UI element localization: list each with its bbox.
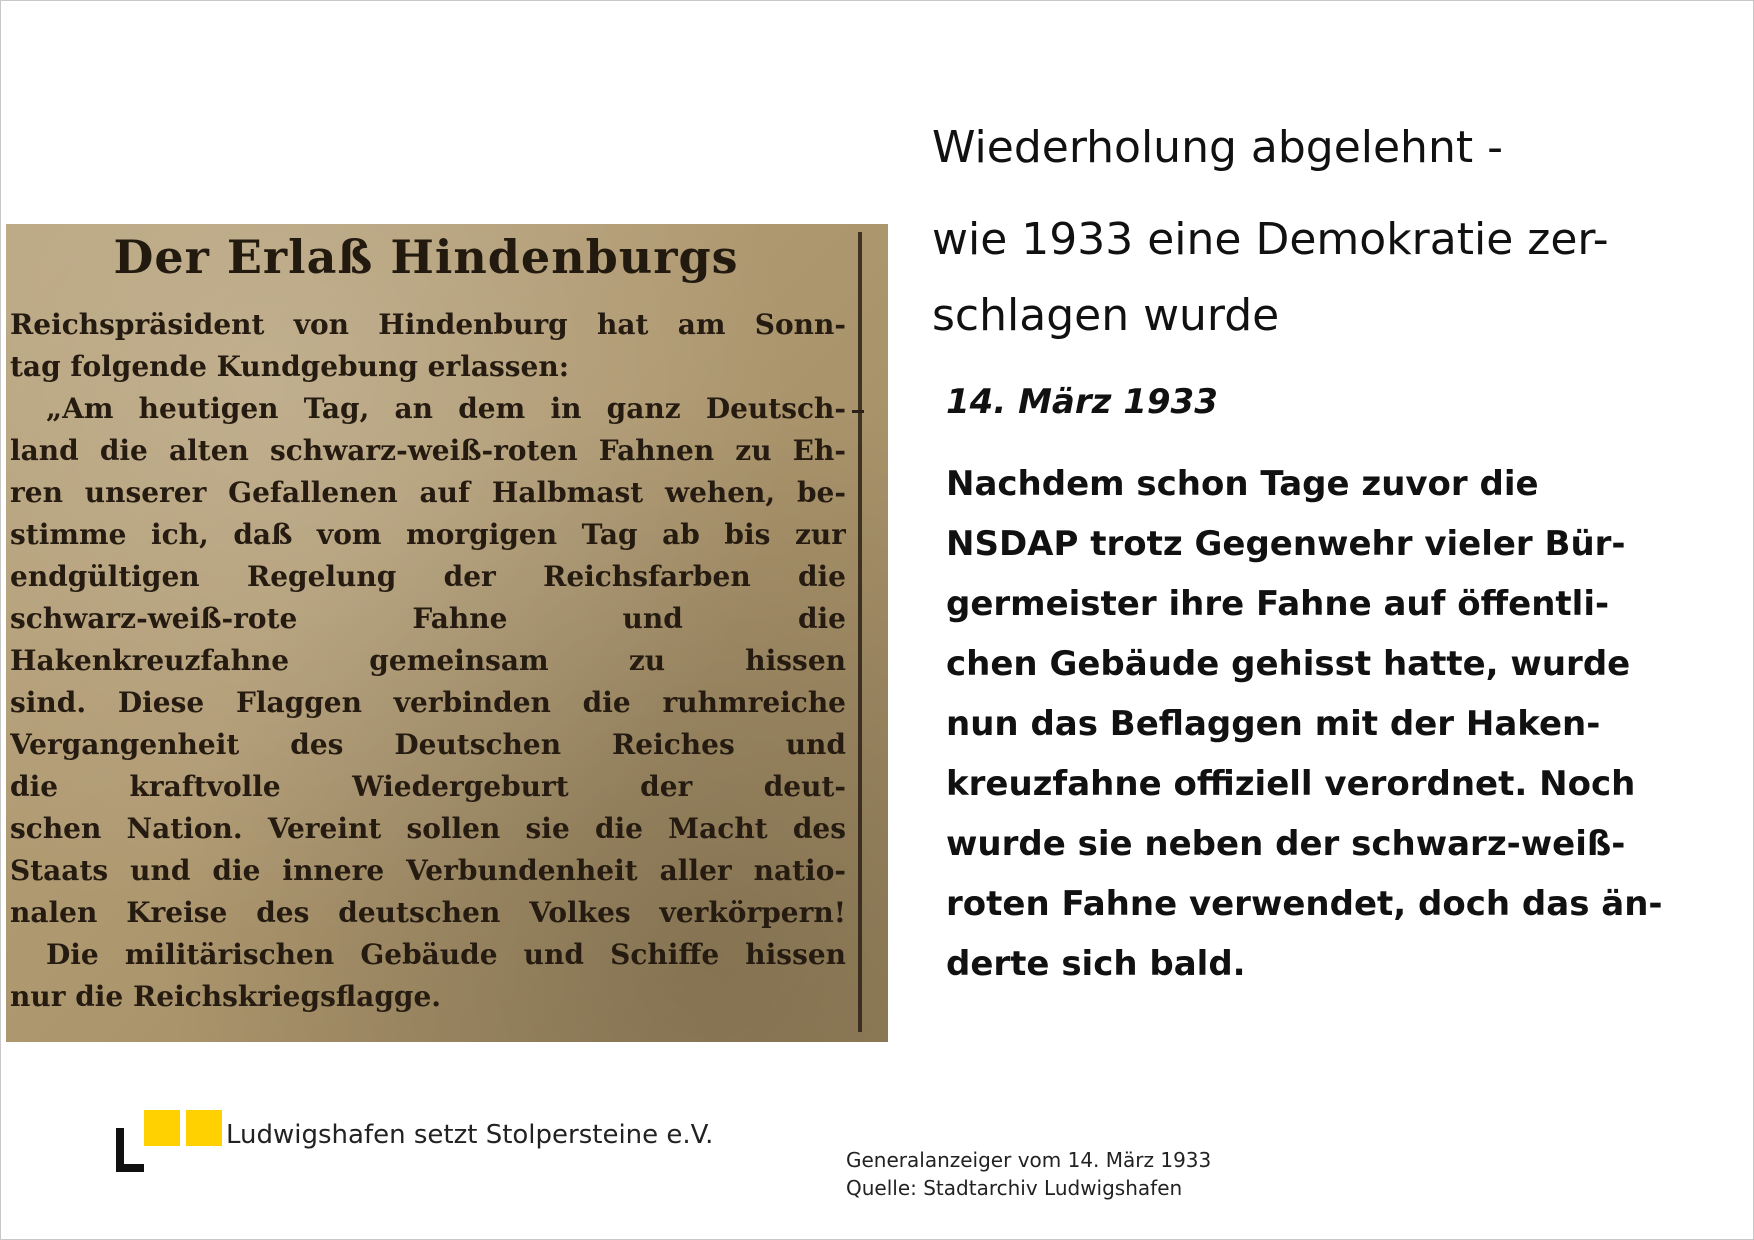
article-date: 14. März 1933 (946, 382, 1218, 422)
organization-logo (116, 1110, 216, 1160)
body-line: roten Fahne verwendet, doch das än- (946, 884, 1663, 924)
body-line: nun das Beflaggen mit der Haken- (946, 704, 1601, 744)
clipping-line: endgültigen Regelung der Reichsfarben die (10, 560, 846, 593)
clipping-line: nalen Kreise des deutschen Volkes verkörpern! (10, 896, 846, 929)
body-line: derte sich bald. (946, 944, 1246, 984)
source-line-1: Generalanzeiger vom 14. März 1933 (846, 1148, 1212, 1172)
clipping-line: land die alten schwarz-weiß-roten Fahnen zu Eh- (10, 434, 846, 467)
organization-name: Ludwigshafen setzt Stolpersteine e.V. (226, 1120, 714, 1150)
clipping-line: „Am heutigen Tag, an dem in ganz Deutsch- (46, 392, 846, 425)
column-rule-mark (852, 410, 864, 413)
body-line: kreuzfahne offiziell verordnet. Noch (946, 764, 1636, 804)
headline-line-2: wie 1933 eine Demokratie zer- (932, 214, 1609, 265)
clipping-line: stimme ich, daß vom morgigen Tag ab bis zur (10, 518, 846, 551)
clipping-line: Hakenkreuzfahne gemeinsam zu hissen (10, 644, 846, 677)
newspaper-clipping (6, 224, 888, 1042)
clipping-line: sind. Diese Flaggen verbinden die ruhmreiche (10, 686, 846, 719)
clipping-title: Der Erlaß Hindenburgs (113, 230, 739, 284)
clipping-line: nur die Reichskriegsflagge. (10, 980, 442, 1013)
column-rule (858, 232, 862, 1032)
body-line: Nachdem schon Tage zuvor die (946, 464, 1539, 504)
clipping-line: schwarz-weiß-rote Fahne und die (10, 602, 846, 635)
clipping-body (10, 304, 846, 1018)
body-line: chen Gebäude gehisst hatte, wurde (946, 644, 1631, 684)
body-text (946, 454, 1663, 994)
clipping-line: Vergangenheit des Deutschen Reiches und (10, 728, 846, 761)
logo-l-stroke-horizontal (116, 1164, 144, 1172)
body-line: germeister ihre Fahne auf öffentli- (946, 584, 1610, 624)
logo-yellow-square-1 (144, 1110, 180, 1146)
source-line-2: Quelle: Stadtarchiv Ludwigshafen (846, 1176, 1183, 1200)
clipping-line: die kraftvolle Wiedergeburt der deut- (10, 770, 846, 803)
logo-yellow-square-2 (186, 1110, 222, 1146)
clipping-line: Reichspräsident von Hindenburg hat am Sonn- (10, 308, 846, 341)
source-caption (846, 1146, 1211, 1202)
body-line: NSDAP trotz Gegenwehr vieler Bür- (946, 524, 1626, 564)
clipping-line: Staats und die innere Verbundenheit aller natio- (10, 854, 846, 887)
clipping-line: schen Nation. Vereint sollen sie die Macht des (10, 812, 846, 845)
clipping-line: Die militärischen Gebäude und Schiffe hissen (46, 938, 846, 971)
headline-line-3: schlagen wurde (932, 290, 1280, 341)
headline-line-1: Wiederholung abgelehnt - (932, 122, 1503, 173)
clipping-line: ren unserer Gefallenen auf Halbmast wehen, be- (10, 476, 846, 509)
clipping-line: tag folgende Kundgebung erlassen: (10, 350, 570, 383)
body-line: wurde sie neben der schwarz-weiß- (946, 824, 1626, 864)
